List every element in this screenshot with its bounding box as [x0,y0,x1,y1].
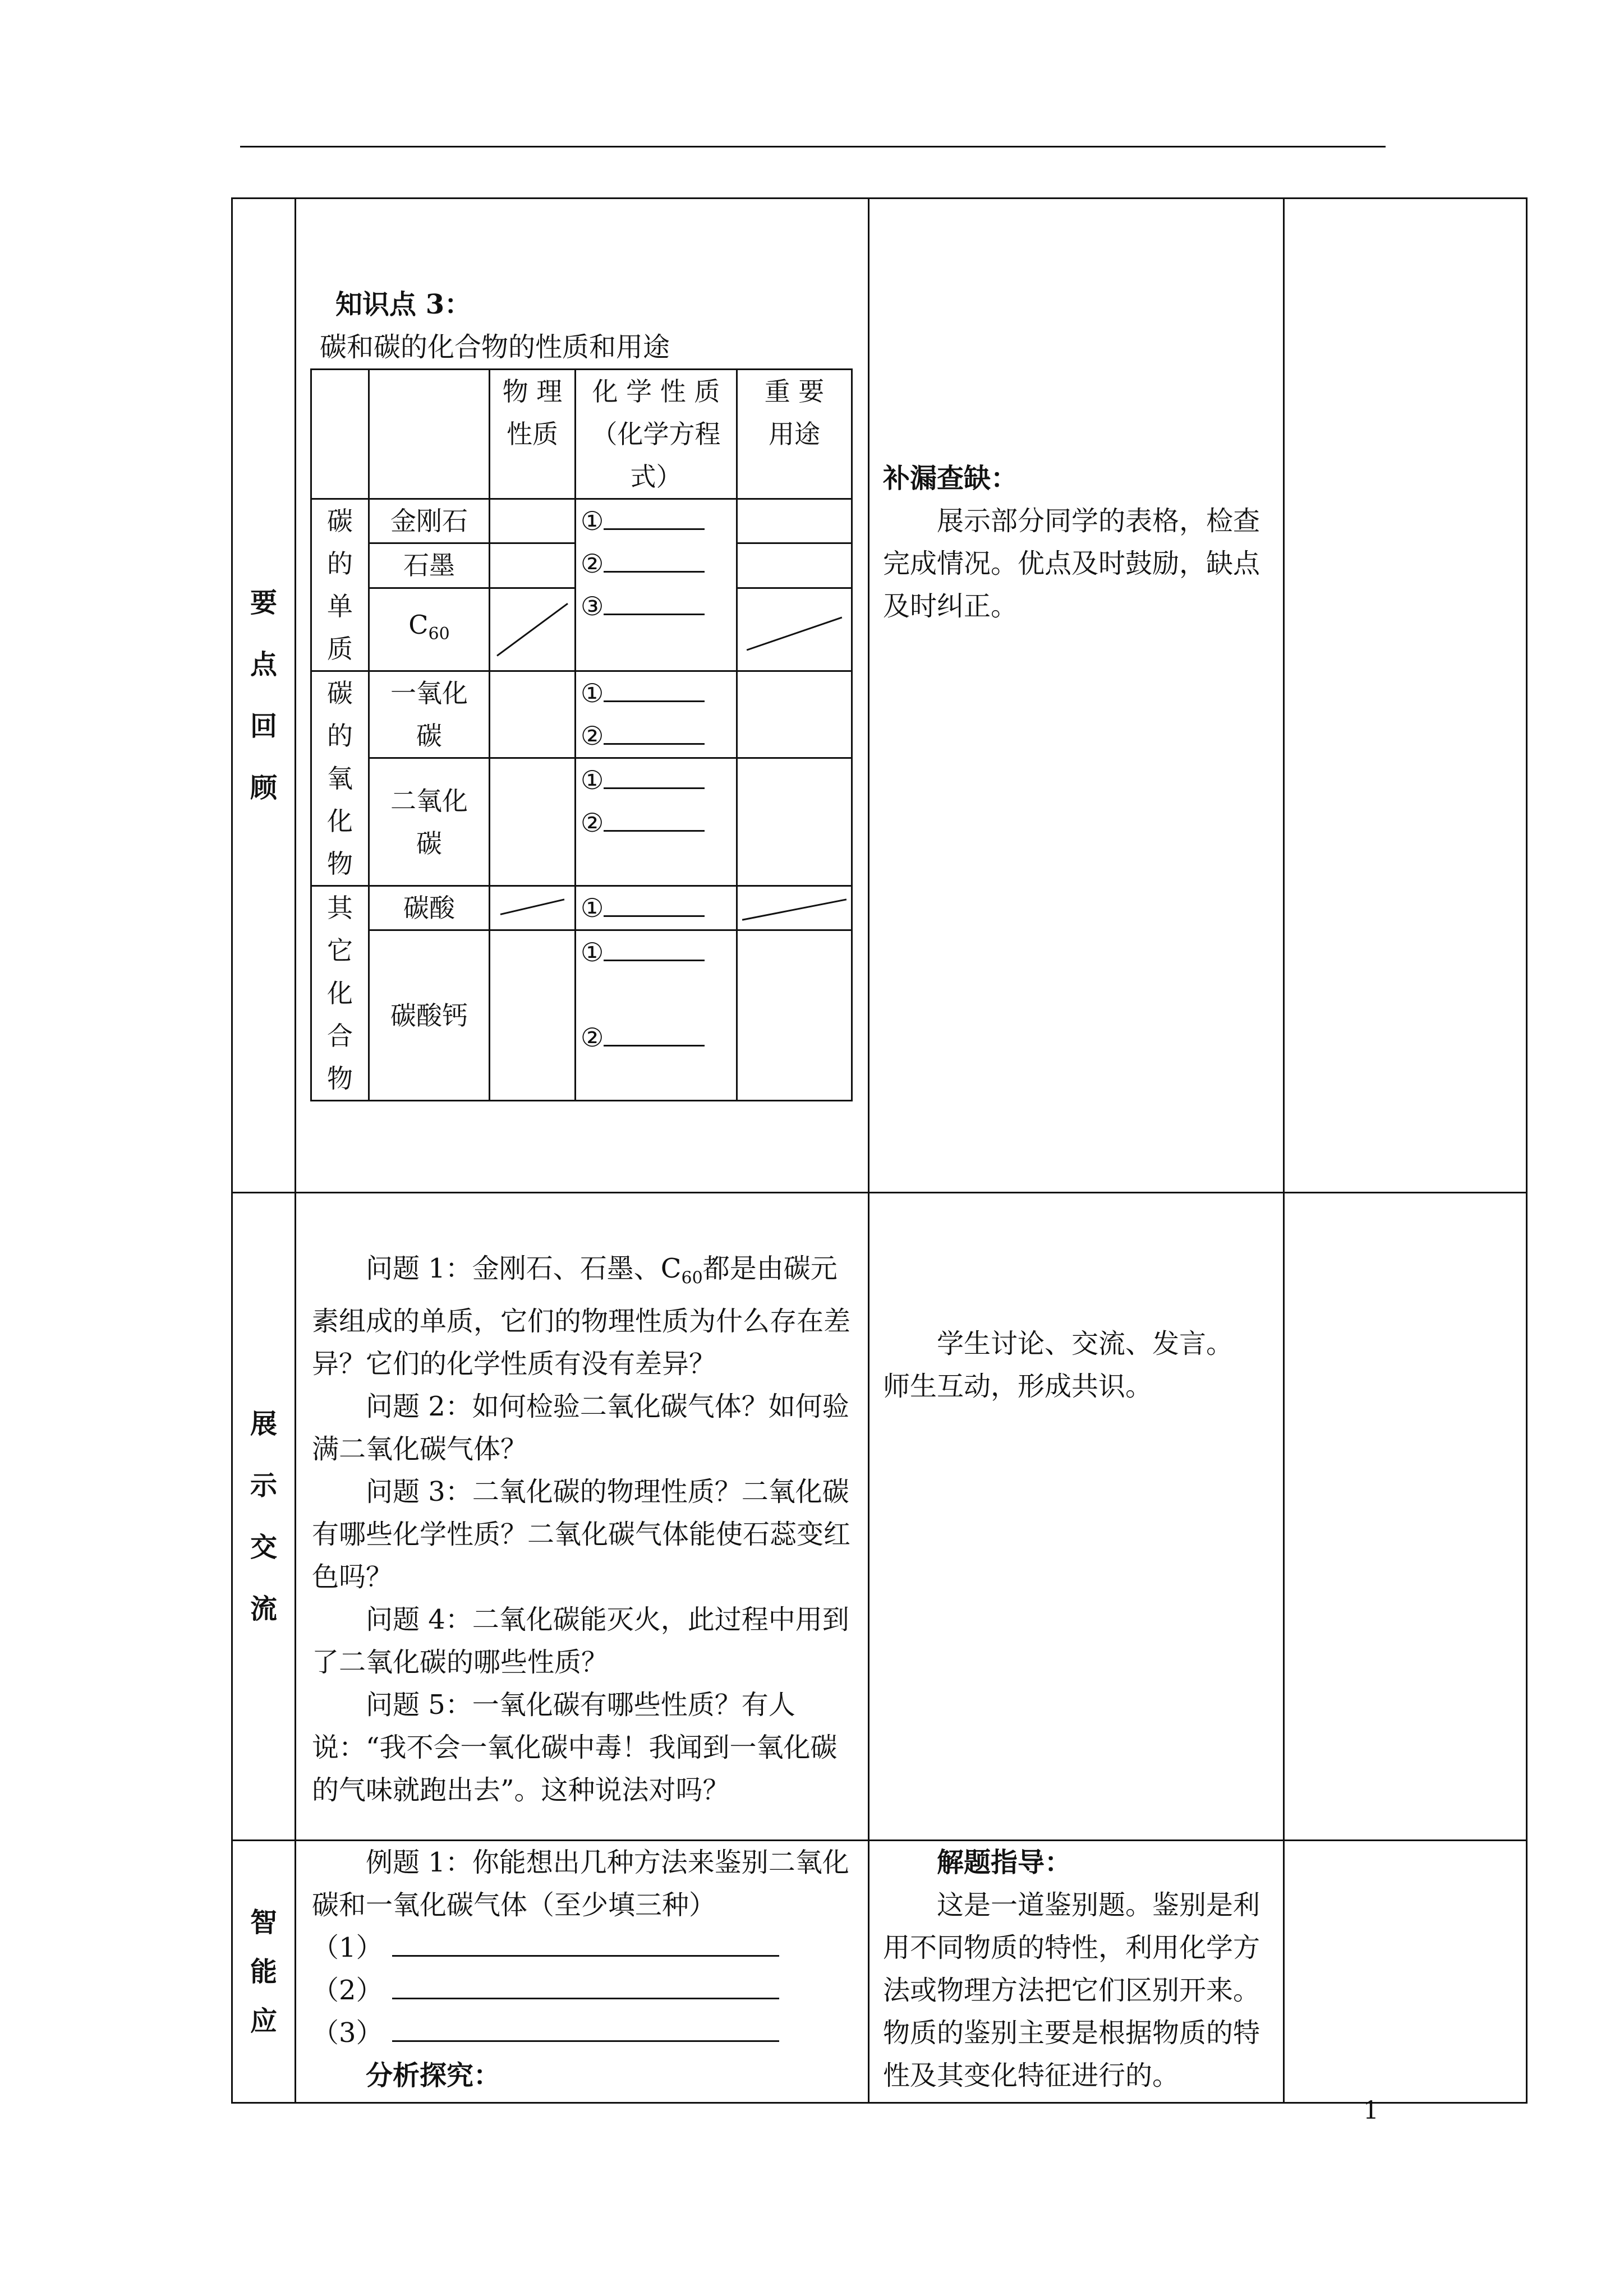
analysis-title: 分析探究： [366,2060,501,2091]
group-oxides: 碳 的 氧 化 物 [311,671,369,886]
group-elements: 碳 的 单 质 [311,499,369,671]
caco3-use [737,930,852,1101]
question-1: 问题 1：金刚石、石墨、$C_{60}$都是由碳元素组成的单质，它们的物理性质为什么存在差异？它们的化学性质有没有差异？ [312,1253,851,1380]
diamond-physical [490,499,576,543]
knowledge-point-title: 知识点 3： [335,289,472,320]
review-row [232,199,1527,1193]
apply-note-text: 这是一道鉴别题。鉴别是利用不同物质的特性，利用化学方法或物理方法把它们区别开来。物质的鉴别主要是根据物质的特性及其变化特征进行的。 [883,1889,1260,2091]
co-use [737,671,852,758]
question-5: 问题 5：一氧化碳有哪些性质？有人说：“我不会一氧化碳中毒！我闻到一氧化碳的气味就跑出去”。这种说法对吗？ [312,1689,838,1806]
exchange-side-label: 展 示 交 流 [232,1193,296,1841]
header-physical: 物 理 性质 [490,370,576,499]
carbon-properties-table [310,368,853,1101]
note-text: 展示部分同学的表格，检查完成情况。优点及时鼓励，缺点及时纠正。 [883,505,1260,622]
row-caco3: 碳酸钙 [369,930,490,1101]
exchange-note-line2: 师生互动，形成共识。 [883,1371,1153,1402]
exchange-note-line1: 学生讨论、交流、发言。 [937,1328,1234,1359]
header-chemical: 化 学 性 质 （化学方程 式） [576,370,737,499]
exchange-questions [296,1193,869,1841]
answer-line-1: （1） [312,1926,854,1969]
apply-side-label: 智 能 应 [232,1841,296,2103]
example-1: 例题 1：你能想出几种方法来鉴别二氧化碳和一氧化碳气体（至少填三种） [312,1847,849,1921]
row-c60: $C_{60}$ [369,588,490,671]
apply-note-title: 解题指导： [937,1847,1072,1878]
answer-line-3: （3） [312,2012,854,2054]
co-physical [490,671,576,758]
elements-chemical: ① ② ③ [576,499,737,671]
header-use: 重 要 用途 [737,370,852,499]
review-note [869,199,1284,1193]
page-number: 1 [1363,2096,1379,2125]
question-3: 问题 3：二氧化碳的物理性质？二氧化碳有哪些化学性质？二氧化碳气体能使石蕊变红色吗？ [312,1476,851,1593]
row-graphite: 石墨 [369,543,490,588]
graphite-use [737,543,852,588]
table-title: 碳和碳的化合物的性质和用途 [320,331,670,363]
note-title: 补漏查缺： [883,463,1018,494]
lesson-table [231,197,1528,2104]
header-rule [240,146,1386,147]
c60-physical-slash [490,588,576,671]
question-2: 问题 2：如何检验二氧化碳气体？如何验满二氧化碳气体？ [312,1390,849,1465]
row-h2co3: 碳酸 [369,886,490,930]
caco3-physical [490,930,576,1101]
apply-blank [1284,1841,1527,2103]
graphite-physical [490,543,576,588]
diamond-use [737,499,852,543]
question-4: 问题 4：二氧化碳能灭火，此过程中用到了二氧化碳的哪些性质？ [312,1603,849,1678]
h2co3-chemical: ① [576,886,737,930]
apply-row [232,1841,1527,2103]
co-chemical: ① ② [576,671,737,758]
review-content [296,199,869,1193]
exchange-note [869,1193,1284,1841]
exchange-row [232,1193,1527,1841]
row-co2: 二氧化 碳 [369,758,490,886]
review-blank [1284,199,1527,1193]
co2-chemical: ① ② [576,758,737,886]
co2-physical [490,758,576,886]
apply-note [869,1841,1284,2103]
row-co: 一氧化 碳 [369,671,490,758]
h2co3-use-slash [737,886,852,930]
h2co3-physical-slash [490,886,576,930]
exchange-blank [1284,1193,1527,1841]
header-blank-2 [369,370,490,499]
row-diamond: 金刚石 [369,499,490,543]
c60-use-slash [737,588,852,671]
apply-content [296,1841,869,2103]
co2-use [737,758,852,886]
group-others: 其 它 化 合 物 [311,886,369,1101]
answer-line-2: （2） [312,1969,854,2012]
header-blank-1 [311,370,369,499]
review-side-label: 要 点 回 顾 [232,199,296,1193]
caco3-chemical: ① ② [576,930,737,1101]
